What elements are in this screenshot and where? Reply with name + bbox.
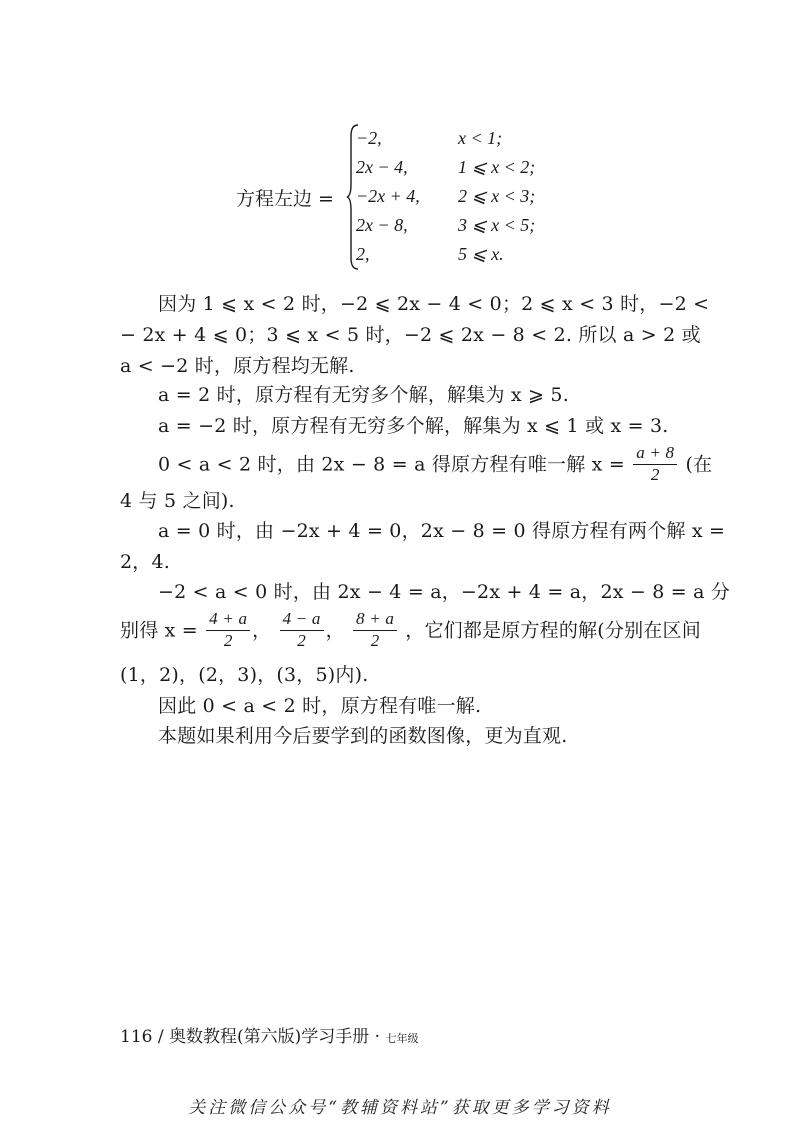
- body-line-with-fraction: [158, 444, 712, 487]
- page-footer: [120, 1022, 418, 1047]
- text-segment: ，它们都是原方程的解(分别在区间: [405, 619, 701, 642]
- body-line-with-fractions: 别得 x = $\frac{4 + a}{2}$ ， $\frac{4 - a}{2}$ ， $\frac{8 + a}{2}$ ，它们都是原方程的解(分别在区间: [120, 609, 701, 650]
- text-segment: 别得 x =: [120, 619, 198, 642]
- case-expression: 2x − 8,: [356, 215, 408, 235]
- case-expression: 2,: [356, 244, 370, 264]
- case-expression: 2x − 4,: [356, 157, 408, 177]
- body-line: a = 2 时，原方程有无穷多个解，解集为 x ⩾ 5.: [158, 384, 569, 406]
- text-segment: 0 < a < 2 时，由 2x − 8 = a 得原方程有唯一解 x =: [158, 453, 625, 476]
- case-expression: −2x + 4,: [356, 186, 420, 206]
- fraction-denominator: 2: [297, 631, 306, 650]
- fraction-denominator: 2: [650, 465, 660, 484]
- case-condition: 3 ⩽ x < 5;: [458, 215, 536, 235]
- book-title: / 奥数教程(第六版)学习手册 ·: [157, 1027, 381, 1047]
- grade-label: 七年级: [385, 1032, 419, 1045]
- body-line: 2，4.: [120, 551, 171, 573]
- fraction: [633, 442, 677, 485]
- case-condition: 2 ⩽ x < 3;: [458, 186, 536, 206]
- body-line: 本题如果利用今后要学到的函数图像，更为直观.: [158, 725, 568, 747]
- piecewise-lhs: 方程左边 =: [236, 188, 334, 210]
- fraction-numerator: 4 + a: [206, 608, 250, 631]
- body-line: a = 0 时，由 −2x + 4 = 0，2x − 8 = 0 得原方程有两个解 x =: [158, 520, 726, 542]
- case-condition: x < 1;: [458, 128, 503, 148]
- body-line: a = −2 时，原方程有无穷多个解，解集为 x ⩽ 1 或 x = 3.: [158, 415, 669, 437]
- page-number: 116: [120, 1027, 153, 1047]
- case-condition: 1 ⩽ x < 2;: [458, 157, 536, 177]
- fraction-numerator: 4 − a: [280, 608, 324, 631]
- body-line: − 2x + 4 ⩽ 0；3 ⩽ x < 5 时，−2 ⩽ 2x − 8 < 2. 所以 a > 2 或: [120, 324, 701, 346]
- bottom-banner: 关注微信公众号“教辅资料站”获取更多学习资料: [188, 1098, 612, 1118]
- body-line: (1，2)，(2，3)，(3，5)内).: [120, 664, 369, 686]
- body-line: −2 < a < 0 时，由 2x − 4 = a，−2x + 4 = a，2x − 8 = a 分: [158, 581, 731, 603]
- body-line: 4 与 5 之间).: [120, 490, 235, 512]
- fraction: [280, 608, 324, 651]
- fraction-numerator: 8 + a: [353, 608, 397, 631]
- body-line: a < −2 时，原方程均无解.: [120, 355, 355, 377]
- body-line: 因此 0 < a < 2 时，原方程有唯一解.: [158, 695, 482, 717]
- piecewise-definition: [236, 122, 596, 272]
- fraction-numerator: a + 8: [633, 442, 677, 465]
- fraction: [206, 608, 250, 651]
- case-expression: −2,: [356, 128, 382, 148]
- fraction-denominator: 2: [223, 631, 233, 650]
- fraction-denominator: 2: [370, 631, 380, 650]
- case-condition: 5 ⩽ x.: [458, 244, 504, 264]
- text-segment: (在: [685, 453, 713, 476]
- body-line: 因为 1 ⩽ x < 2 时，−2 ⩽ 2x − 4 < 0；2 ⩽ x < 3 时，−2 <: [158, 293, 710, 315]
- fraction: [353, 608, 397, 651]
